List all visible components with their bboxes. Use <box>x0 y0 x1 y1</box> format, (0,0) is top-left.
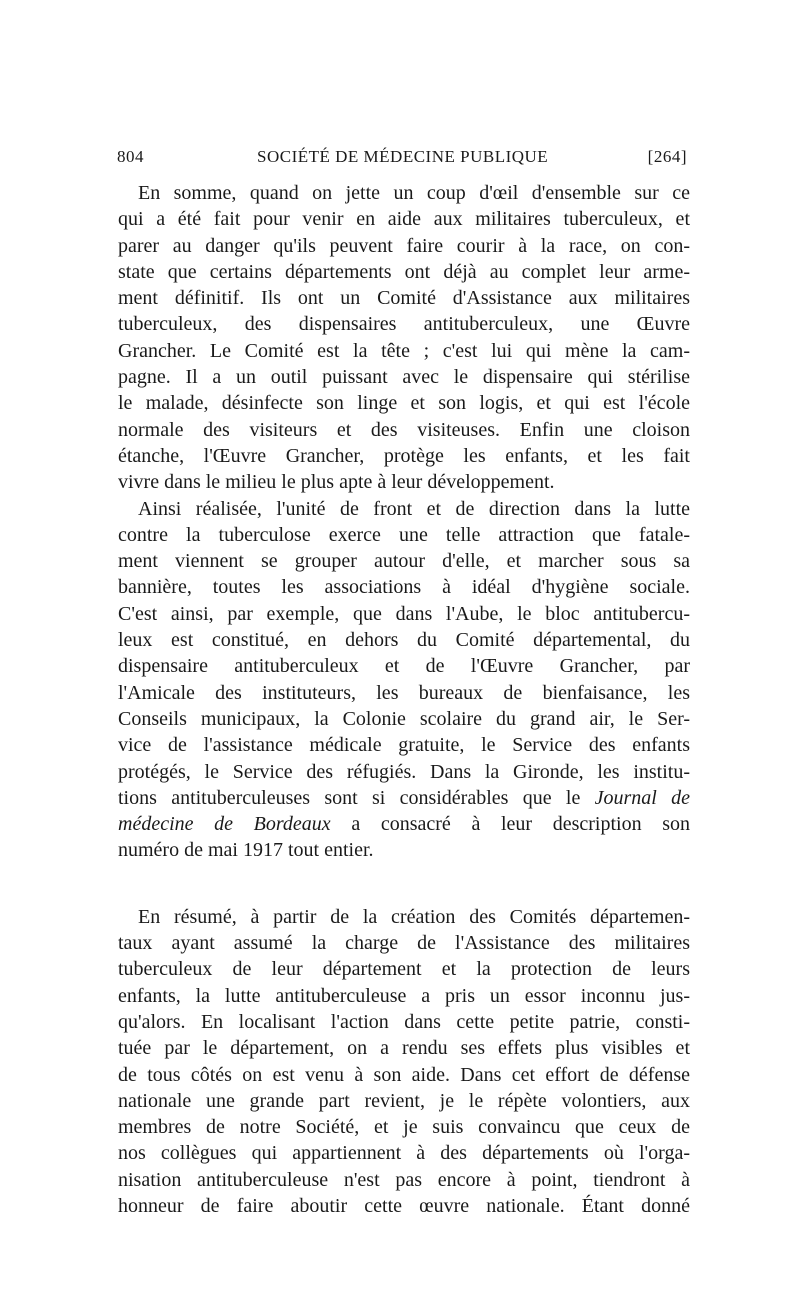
text-line: l'Amicale des instituteurs, les bureaux de bienfaisance, les <box>118 681 690 704</box>
text-line: dispensaire antituberculeux et de l'Œuvre Grancher, par <box>118 655 690 678</box>
text-line: tuberculeux, des dispensaires antituberculeux, une Œuvre <box>118 313 690 336</box>
text-line: de tous côtés on est venu à son aide. Dans cet effort de défense <box>118 1063 690 1086</box>
text-line: ment viennent se grouper autour d'elle, et marcher sous sa <box>118 550 690 573</box>
text-segment: tions antituberculeuses sont si considérables que le <box>118 786 581 809</box>
text-line: pagne. Il a un outil puissant avec le dispensaire qui stérilise <box>118 366 690 389</box>
journal-name-italic: Journal de <box>594 786 691 809</box>
text-line: ment définitif. Ils ont un Comité d'Assistance aux militaires <box>118 287 690 310</box>
text-segment: a consacré à leur description son <box>330 813 690 836</box>
text-line: nisation antituberculeuse n'est pas encore à point, tiendront à <box>118 1168 690 1191</box>
text-line: qu'alors. En localisant l'action dans cette petite patrie, consti- <box>118 1010 690 1033</box>
bracketed-page-number: [264] <box>647 147 687 166</box>
text-line: qui a été fait pour venir en aide aux militaires tuberculeux, et <box>118 208 690 231</box>
body-text <box>118 180 690 1219</box>
text-line: normale des visiteurs et des visiteuses. Enfin une cloison <box>118 418 690 441</box>
text-line: En résumé, à partir de la création des Comités départemen- <box>138 905 690 928</box>
text-line: leux est constitué, en dehors du Comité départemental, du <box>118 629 690 652</box>
paragraph-summary <box>118 180 690 496</box>
text-line: C'est ainsi, par exemple, que dans l'Aube, le bloc antitubercu- <box>118 602 690 625</box>
text-line: vice de l'assistance médicale gratuite, le Service des enfants <box>118 734 690 757</box>
text-line: protégés, le Service des réfugiés. Dans la Gironde, les institu- <box>118 760 690 783</box>
paragraph-unity <box>118 496 690 864</box>
text-line <box>118 785 690 811</box>
text-line: En somme, quand on jette un coup d'œil d'ensemble sur ce <box>138 182 690 204</box>
text-line: Ainsi réalisée, l'unité de front et de direction dans la lutte <box>138 497 690 520</box>
text-line: Grancher. Le Comité est la tête ; c'est lui qui mène la cam- <box>118 339 690 362</box>
text-line: étanche, l'Œuvre Grancher, protège les enfants, et les fait <box>118 444 690 467</box>
text-line: state que certains départements ont déjà au complet leur arme- <box>118 260 690 283</box>
text-line: enfants, la lutte antituberculeuse a pris un essor inconnu jus- <box>118 984 690 1007</box>
paragraph-conclusion <box>118 904 690 1220</box>
running-head <box>117 147 687 173</box>
text-line: taux ayant assumé la charge de l'Assistance des militaires <box>118 932 690 955</box>
text-line: membres de notre Société, et je suis convaincu que ceux de <box>118 1116 690 1139</box>
text-line: vivre dans le milieu le plus apte à leur développement. <box>118 471 555 494</box>
running-title: SOCIÉTÉ DE MÉDECINE PUBLIQUE <box>257 147 549 166</box>
text-line: tuberculeux de leur département et la protection de leurs <box>118 958 690 981</box>
text-line: nos collègues qui appartiennent à des départements où l'orga- <box>118 1142 690 1165</box>
text-line: bannière, toutes les associations à idéal d'hygiène sociale. <box>118 576 690 599</box>
text-line: le malade, désinfecte son linge et son logis, et qui est l'école <box>118 392 690 415</box>
text-line: numéro de mai 1917 tout entier. <box>118 839 374 862</box>
text-line: nationale une grande part revient, je le répète volontiers, aux <box>118 1089 690 1112</box>
page-number: 804 <box>117 147 144 166</box>
text-line <box>118 811 690 837</box>
journal-name-italic: médecine de Bordeaux <box>118 813 331 836</box>
text-line: tuée par le département, on a rendu ses effets plus visibles et <box>118 1037 690 1060</box>
text-line: contre la tuberculose exerce une telle attraction que fatale- <box>118 523 690 546</box>
text-line: Conseils municipaux, la Colonie scolaire du grand air, le Ser- <box>118 707 690 730</box>
text-line: honneur de faire aboutir cette œuvre nationale. Étant donné <box>118 1194 690 1217</box>
paragraph-gap <box>118 864 690 904</box>
text-line: parer au danger qu'ils peuvent faire courir à la race, on con- <box>118 234 690 257</box>
